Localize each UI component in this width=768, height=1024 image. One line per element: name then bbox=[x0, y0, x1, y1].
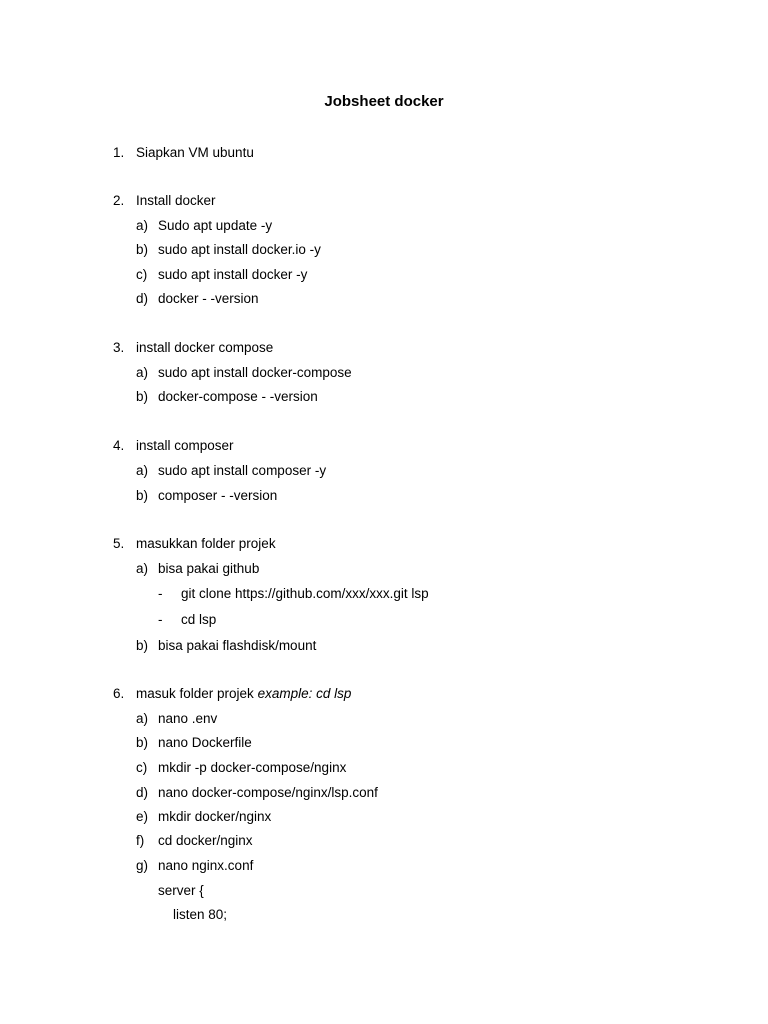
item-marker: a) bbox=[136, 463, 149, 478]
step-number: 3. bbox=[113, 340, 125, 355]
item-text: sudo apt install docker.io -y bbox=[158, 242, 321, 257]
step-number: 6. bbox=[113, 686, 125, 701]
step-text: install docker compose bbox=[136, 340, 274, 355]
item-marker: g) bbox=[136, 858, 149, 873]
item-marker: a) bbox=[136, 365, 149, 380]
item-marker: b) bbox=[136, 242, 149, 257]
step-number: 2. bbox=[113, 193, 125, 208]
item-marker: c) bbox=[136, 760, 148, 775]
dash-marker: - bbox=[158, 586, 163, 601]
item-text: mkdir -p docker-compose/nginx bbox=[158, 760, 347, 775]
step-text: masukkan folder projek bbox=[136, 536, 276, 551]
code-line: server { bbox=[158, 883, 204, 898]
item-text: mkdir docker/nginx bbox=[158, 809, 272, 824]
item-marker: a) bbox=[136, 711, 149, 726]
item-text: sudo apt install docker-compose bbox=[158, 365, 352, 380]
item-marker: a) bbox=[136, 561, 149, 576]
item-text: sudo apt install docker -y bbox=[158, 267, 308, 282]
item-marker: f) bbox=[136, 833, 145, 848]
item-marker: e) bbox=[136, 809, 149, 824]
item-text: Sudo apt update -y bbox=[158, 218, 273, 233]
item-marker: b) bbox=[136, 488, 149, 503]
item-text: nano .env bbox=[158, 711, 218, 726]
step-number: 5. bbox=[113, 536, 125, 551]
item-text: bisa pakai flashdisk/mount bbox=[158, 638, 317, 653]
item-text: nano nginx.conf bbox=[158, 858, 254, 873]
step-text: Install docker bbox=[136, 193, 216, 208]
item-text: bisa pakai github bbox=[158, 561, 260, 576]
item-marker: c) bbox=[136, 267, 148, 282]
item-text: git clone https://github.com/xxx/xxx.git lsp bbox=[181, 586, 429, 601]
item-text: docker - -version bbox=[158, 291, 259, 306]
item-text: composer - -version bbox=[158, 488, 278, 503]
step-text-example: example: cd lsp bbox=[257, 686, 352, 701]
item-marker: b) bbox=[136, 389, 149, 404]
code-line: listen 80; bbox=[173, 907, 228, 922]
step-text bbox=[136, 684, 351, 704]
step-text: Siapkan VM ubuntu bbox=[136, 145, 254, 160]
item-marker: a) bbox=[136, 218, 149, 233]
item-text: cd docker/nginx bbox=[158, 833, 253, 848]
item-text: nano Dockerfile bbox=[158, 735, 252, 750]
item-text: docker-compose - -version bbox=[158, 389, 318, 404]
page-title: Jobsheet docker bbox=[324, 93, 444, 110]
item-text: nano docker-compose/nginx/lsp.conf bbox=[158, 785, 378, 800]
dash-marker: - bbox=[158, 612, 163, 627]
step-number: 1. bbox=[113, 145, 125, 160]
item-text: sudo apt install composer -y bbox=[158, 463, 327, 478]
item-marker: d) bbox=[136, 785, 149, 800]
item-marker: d) bbox=[136, 291, 149, 306]
item-text: cd lsp bbox=[181, 612, 217, 627]
item-marker: b) bbox=[136, 735, 149, 750]
step-number: 4. bbox=[113, 438, 125, 453]
item-marker: b) bbox=[136, 638, 149, 653]
step-text: install composer bbox=[136, 438, 234, 453]
step-text-plain: masuk folder projek bbox=[136, 686, 258, 701]
